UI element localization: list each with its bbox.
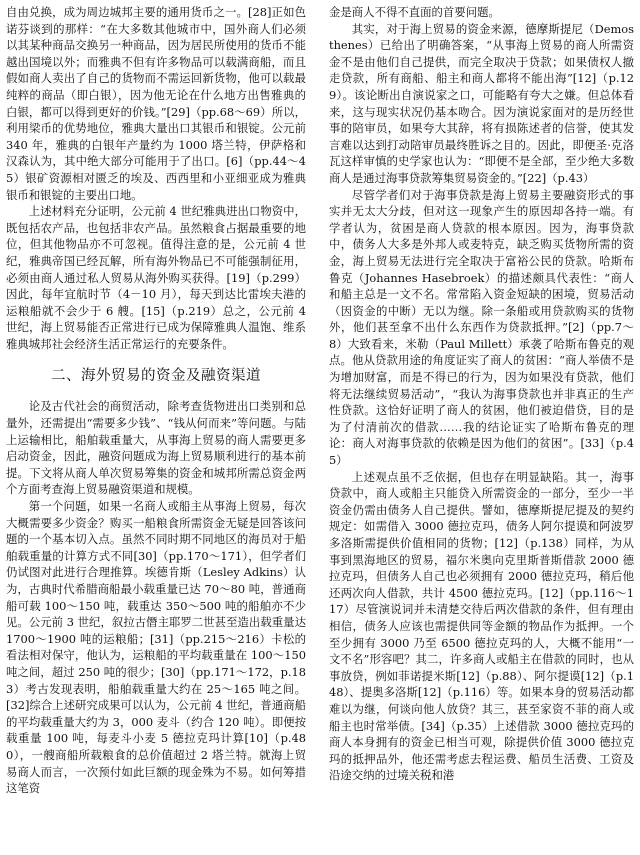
paragraph-financing-intro: 论及古代社会的商贸活动，除考查货物进出口类别和总量外，还需提出“需要多少钱”、“钱从何而来”等问题。与陆上运输相比，船舶载重量大，从事海上贸易的商人需要更多启动资金，因此，融资问题成为海上贸易顺利进行的基本前提。下文将从商人单次贸易筹集的资金和城邦所需总资金两个方面考查海上贸易融资渠道和规模。 xyxy=(6,399,306,497)
paragraph-first-question: 第一个问题，如果一名商人或船主从事海上贸易，每次大概需要多少资金？购买一船粮食所需资金无疑是回答该问题的一个基本切入点。虽然不同时期不同地区的海员对于船舶载重量的计算方式不同[30]（pp.170～171），但学者们仍试图对此进行合理推算。埃德肯斯（Lesley Adkins）认为，古典时代希腊商船最小载重量已达 70～80 吨，普通商船可载 100～150 吨，载重达 350～500 吨的船舶亦不少见。公元前 3 世纪，叙拉古僭主耶罗二世甚至造出载重量达 1700～1900 吨的运粮船；[31]（pp.215～216）卡松的看法相对保守，他认为，运粮船的平均载重量在 100～150 吨之间，超过 250 吨的很少；[30]（pp.171～172，p.183）考古发现表明，船舶载重量大约在 25～165 吨之间。[32]综合上述研究成果可以认为，公元前 4 世纪，普通商船的平均载重量大约为 3，000 麦斗（约合 120 吨）。即便按载重量 100 吨，每麦斗小麦 5 德拉克玛计算[10]（p.480），一艘商船所载粮食的总价值超过 2 塔兰特。就海上贸易商人而言，一次预付如此巨额的现金殊为不易。如何筹措这笔资 xyxy=(6,499,306,796)
paragraph-scholarly-debate: 尽管学者们对于海事贷款是海上贸易主要融资形式的事实并无太大分歧，但对这一现象产生的原因却各持一端。有学者认为，贫困是商人贷款的根本原因。因为，海事贷款中，债务人大多是外邦人或麦特克，缺乏购买货物所需的资金，海上贸易无法进行完全取决于富裕公民的贷款。哈斯布鲁克（Johannes Hasebroek）的描述颇具代表性：“商人和船主总是一文不名。常常陷入资金短缺的困境，贸易活动（因资金的中断）无以为继。除一条船或用贷款购买的货物外，他们甚至拿不出什么东西作为贷款抵押。”[2]（pp.7～8）大致看来，米勒（Paul Millett）承袭了哈斯布鲁克的观点。他从贷款用途的角度证实了商人的贫困：“商人举债不是为增加财富，而是不得已的行为，因为如果没有贷款，他们将无法继续贸易活动”，“我认为海事贷款也并非真正的生产性贷款。这恰好证明了商人的贫困，他们被迫借贷，目的是为了付清前次的借款……我的结论证实了哈斯布鲁克的理论：商人对海事贷款的依赖是因为他们的贫困”。[33]（p.45） xyxy=(329,187,634,468)
paragraph-rebuttal: 上述观点虽不乏依据，但也存在明显缺陷。其一，海事贷款中，商人或船主只能贷入所需资金的一部分，至少一半资金仍需由债务人自己提供。譬如，德摩斯提尼提及的契约规定：如需借入 3000 德拉克玛，债务人阿尔提谟和阿波罗多洛斯需提供价值相同的货物；[12]（p.138）同样，为从事到黑海地区的贸易，福尔米奥向克里斯普斯借款 2000 德拉克玛，但债务人自己也必须拥有 2000 德拉克玛，稍后他还两次向人借款，共计 4500 德拉克玛。[12]（pp.116～117）尽管演说词并未清楚交待后两次借款的条件，但有理由相信，债务人应该也需提供同等金额的物品作为抵押。一个至少拥有 3000 乃至 6500 德拉克玛的人，大概不能用“一文不名”形容吧？其二，许多商人或船主在借款的同时，也从事放贷，例如菲诺提米斯[12]（p.88）、阿尔提谟[12]（p.148）、提奥多洛斯[12]（p.116）等。如果本身的贸易活动都难以为继，何谈向他人放贷？其三，甚至家资不菲的商人或船主也时常举债。[34]（p.35）上述借款 3000 德拉克玛的商人本身拥有的资金已相当可观，除提供价值 3000 德拉克玛的抵押品外，他还需考虑去程运费、船员生活费、工资及沿途交纳的过境关税和港 xyxy=(329,469,634,783)
paragraph-continuation: 金是商人不得不直面的首要问题。 xyxy=(329,5,500,19)
paragraph-demosthenes: 其实，对于海上贸易的资金来源，德摩斯提尼（Demosthenes）已给出了明确答案，“从事海上贸易的商人所需资金不是由他们自己提供，而完全取决于贷款；如果债权人撤走贷款，所有商船、船主和商人都将不能出海”[12]（p.129）。该论断出自演说家之口，可能略有夸大之嫌。但总体看来，这与现实状况仍基本吻合。因为演说家面对的是历经世事的陪审员，如果夸大其辞，将有损陈述者的信誉，使其发言难以达到打动陪审员最终胜诉之目的。因此，即便圣·克洛瓦这样审慎的史学家也认为：“即便不是全部，至少绝大多数商人是通过海事贷款筹集贸易资金的。”[22]（p.43） xyxy=(329,21,634,185)
paragraph-summary: 上述材料充分证明，公元前 4 世纪雅典进出口物资中，既包括农产品，也包括非农产品。虽然粮食占据最重要的地位，但其他物品亦不可忽视。值得注意的是，公元前 4 世纪，雅典帝国已经瓦解，所有海外物品已不可能强制征用，必须由商人通过私人贸易从海外购买获得。[19]（p.299）因此，每年宜航时节（4－10 月），每天到达比雷埃夫港的运粮船就不会少于 6 艘。[15]（p.219）总之，公元前 4 世纪，海上贸易能否正常进行已成为保障雅典人温饱、维系雅典城邦社会经济生活正常运行的充要条件。 xyxy=(6,204,306,351)
right-column xyxy=(329,4,634,784)
paragraph-silver-export: 自由兑换，成为周边城邦主要的通用货币之一。[28]正如色诺芬谈到的那样：“在大多数其他城市中，国外商人们必须以其某种商品交换另一种商品，因为居民所使用的货币不能越出国境以外；而雅典不但有许多物品可以载满商船，而且假如商人卖出了自己的货物而不需运回新货物，他可以载最纯粹的商品（即白银），因为他无论在什么地方出售雅典的白银，都可以得到更好的价钱。”[29]（pp.68～69）所以，利用梁币的优势地位，雅典大量出口其银币和银锭。公元前 340 年，雅典的白银年产量约为 1000 塔兰特，伊萨格和汉森认为，其中绝大部分可能用于了出口。[6]（pp.44～45）银矿资源相对匮乏的埃及、西西里和小亚细亚成为雅典银币和银锭的主要出口地。 xyxy=(6,5,306,202)
left-column xyxy=(6,4,306,797)
section-heading: 二、海外贸易的资金及融资渠道 xyxy=(51,368,261,385)
